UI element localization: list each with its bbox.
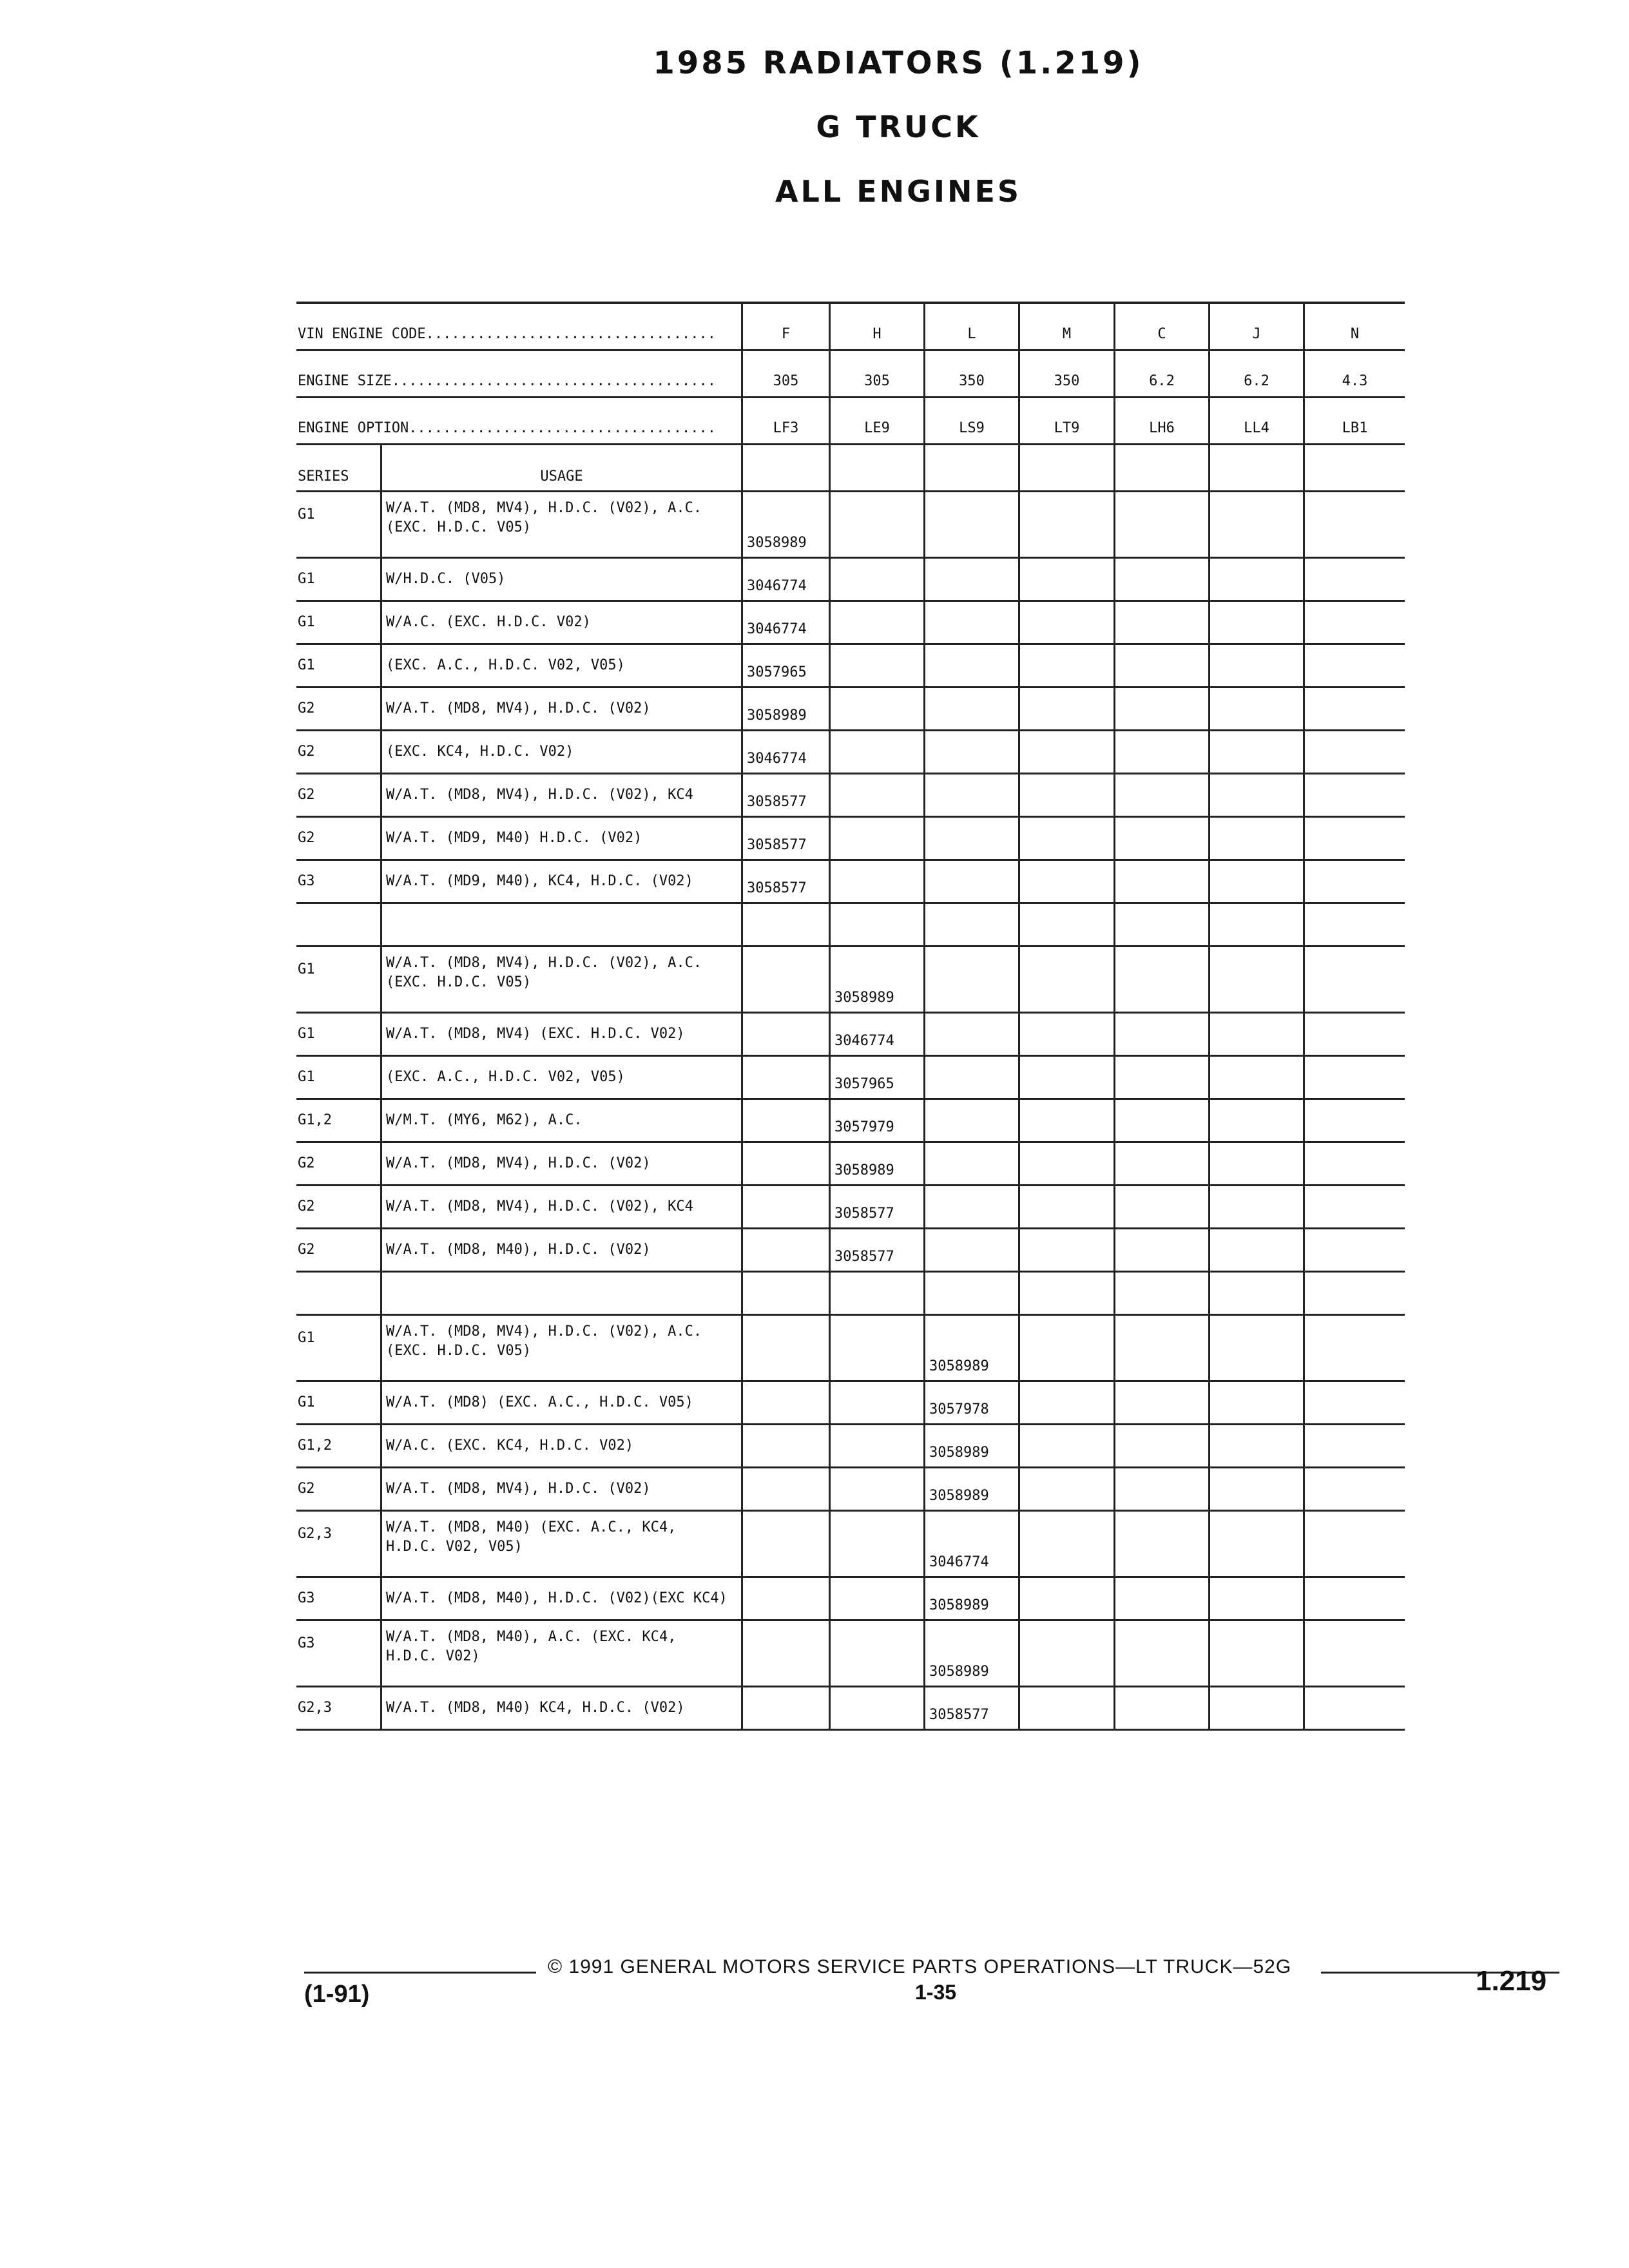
table-row [296, 1186, 1405, 1229]
part-number-cell [829, 774, 923, 816]
header-cell: LS9 [923, 398, 1018, 443]
part-number-cell [1303, 1578, 1405, 1619]
table-row [296, 645, 1405, 688]
part-number-cell [1018, 1512, 1113, 1576]
part-number-cell: 3058577 [741, 861, 829, 902]
usage-cell: W/M.T. (MY6, M62), A.C. [380, 1100, 741, 1141]
part-number-cell [741, 1186, 829, 1227]
header-cell: LL4 [1208, 398, 1303, 443]
part-number-cell: 3058989 [829, 1143, 923, 1184]
usage-cell: (EXC. A.C., H.D.C. V02, V05) [380, 1057, 741, 1098]
part-number-cell [1018, 1425, 1113, 1466]
table-row [296, 492, 1405, 559]
part-number-cell: 3046774 [741, 602, 829, 643]
part-number-cell [1303, 688, 1405, 729]
part-number-cell: 3057979 [829, 1100, 923, 1141]
part-number-cell [1208, 1143, 1303, 1184]
part-number-cell [1303, 645, 1405, 686]
part-number-cell: 3058989 [923, 1425, 1018, 1466]
part-number-cell: 3046774 [741, 731, 829, 773]
series-cell: G1 [298, 1026, 315, 1042]
part-number-cell [1113, 947, 1208, 1012]
part-number-cell [1113, 1273, 1208, 1314]
header-cell: 350 [923, 351, 1018, 396]
series-cell: G1 [298, 506, 315, 523]
part-number-cell [1303, 492, 1405, 557]
part-number-cell [741, 1014, 829, 1055]
part-number-cell [1303, 1057, 1405, 1098]
series-cell: G2 [298, 1198, 315, 1215]
table-row [296, 1014, 1405, 1057]
part-number-cell [1208, 1687, 1303, 1729]
usage-cell: W/A.T. (MD8, M40), H.D.C. (V02) [380, 1229, 741, 1271]
table-row-spacer [296, 1273, 1405, 1316]
part-number-cell [1208, 1468, 1303, 1510]
part-number-cell [1018, 947, 1113, 1012]
header-cell: N [1303, 304, 1405, 349]
part-number-cell [1018, 492, 1113, 557]
table-row [296, 1057, 1405, 1100]
part-number-cell [923, 492, 1018, 557]
part-number-cell: 3058989 [741, 492, 829, 557]
part-number-cell [1208, 947, 1303, 1012]
part-number-cell [923, 1273, 1018, 1314]
usage-cell: W/A.C. (EXC. H.D.C. V02) [380, 602, 741, 643]
part-number-cell [1018, 688, 1113, 729]
part-number-cell [923, 602, 1018, 643]
part-number-cell [1303, 1143, 1405, 1184]
part-number-cell [1303, 1273, 1405, 1314]
part-number-cell [1113, 1229, 1208, 1271]
part-number-cell [1208, 818, 1303, 859]
footer-date: (1-91) [304, 1981, 370, 2008]
part-number-cell [1208, 731, 1303, 773]
part-number-cell [1303, 1425, 1405, 1466]
part-number-cell [1303, 602, 1405, 643]
part-number-cell [1208, 492, 1303, 557]
part-number-cell [1208, 1273, 1303, 1314]
part-number-cell [923, 904, 1018, 945]
part-number-cell [1113, 818, 1208, 859]
part-number-cell [923, 1143, 1018, 1184]
part-number-cell: 3058989 [923, 1621, 1018, 1686]
part-number-cell: 3058989 [741, 688, 829, 729]
usage-cell: W/A.T. (MD9, M40) H.D.C. (V02) [380, 818, 741, 859]
header-cell: 305 [741, 351, 829, 396]
part-number-cell [1208, 602, 1303, 643]
part-number-cell [1208, 1578, 1303, 1619]
part-number-cell: 3046774 [741, 559, 829, 600]
series-cell: G1 [298, 614, 315, 630]
part-number-cell [1208, 645, 1303, 686]
part-number-cell [741, 1273, 829, 1314]
table-row [296, 1143, 1405, 1186]
part-number-cell [1113, 1100, 1208, 1141]
header-cell: 4.3 [1303, 351, 1405, 396]
part-number-cell [1208, 861, 1303, 902]
series-cell: G1 [298, 657, 315, 673]
series-cell: G1 [298, 961, 315, 977]
usage-cell: W/A.T. (MD8, MV4), H.D.C. (V02) [380, 688, 741, 729]
series-cell: G2 [298, 830, 315, 846]
usage-cell: W/A.T. (MD8, MV4), H.D.C. (V02), A.C. (EXC. H.D.C. V05) [380, 492, 741, 557]
part-number-cell [1018, 1382, 1113, 1423]
part-number-cell [1113, 492, 1208, 557]
part-number-cell [1208, 774, 1303, 816]
table-row [296, 559, 1405, 602]
part-number-cell: 3058989 [923, 1316, 1018, 1380]
header-cell: 305 [829, 351, 923, 396]
part-number-cell [1303, 1687, 1405, 1729]
usage-cell: W/A.T. (MD8, M40) KC4, H.D.C. (V02) [380, 1687, 741, 1729]
part-number-cell: 3057965 [829, 1057, 923, 1098]
part-number-cell [1018, 1468, 1113, 1510]
part-number-cell: 3058577 [741, 818, 829, 859]
usage-cell: W/A.T. (MD8, MV4), H.D.C. (V02) [380, 1468, 741, 1510]
usage-cell: W/A.T. (MD8, M40), H.D.C. (V02)(EXC KC4) [380, 1578, 741, 1619]
part-number-cell [1303, 559, 1405, 600]
footer-copyright: © 1991 GENERAL MOTORS SERVICE PARTS OPERATIONS—LT TRUCK—52G [548, 1956, 1292, 1977]
part-number-cell [1018, 1316, 1113, 1380]
header-cell: M [1018, 304, 1113, 349]
part-number-cell [923, 645, 1018, 686]
part-number-cell [1303, 947, 1405, 1012]
part-number-cell [1018, 731, 1113, 773]
usage-header: USAGE [380, 445, 741, 490]
part-number-cell [1113, 1382, 1208, 1423]
part-number-cell [1018, 774, 1113, 816]
part-number-cell: 3058577 [829, 1229, 923, 1271]
part-number-cell [1208, 904, 1303, 945]
part-number-cell [1303, 774, 1405, 816]
part-number-cell: 3057965 [741, 645, 829, 686]
part-number-cell [741, 904, 829, 945]
header-cell: C [1113, 304, 1208, 349]
part-number-cell [923, 1229, 1018, 1271]
table-row [296, 1382, 1405, 1425]
header-cell: H [829, 304, 923, 349]
usage-cell: W/A.T. (MD9, M40), KC4, H.D.C. (V02) [380, 861, 741, 902]
series-cell: G2,3 [298, 1526, 332, 1542]
part-number-cell [1208, 1186, 1303, 1227]
part-number-cell [741, 1468, 829, 1510]
header-label: ENGINE OPTION.................................... [298, 420, 717, 436]
page-title: 1985 RADIATORS (1.219) [653, 45, 1144, 81]
series-cell: G2 [298, 700, 315, 716]
footer-section-number: 1.219 [1476, 1965, 1547, 1997]
part-number-cell: 3057978 [923, 1382, 1018, 1423]
part-number-cell [1208, 1316, 1303, 1380]
part-number-cell [1113, 602, 1208, 643]
series-cell: G1,2 [298, 1112, 332, 1128]
series-cell: G2 [298, 787, 315, 803]
part-number-cell [923, 1057, 1018, 1098]
part-number-cell [923, 1014, 1018, 1055]
table-row [296, 947, 1405, 1014]
part-number-cell [829, 731, 923, 773]
table-row-spacer [296, 904, 1405, 947]
part-number-cell [1303, 1014, 1405, 1055]
part-number-cell [1113, 1316, 1208, 1380]
part-number-cell [1113, 1687, 1208, 1729]
part-number-cell [829, 645, 923, 686]
part-number-cell [1113, 1014, 1208, 1055]
part-number-cell [1018, 559, 1113, 600]
part-number-cell [1018, 1687, 1113, 1729]
part-number-cell [1303, 1621, 1405, 1686]
part-number-cell [1303, 1468, 1405, 1510]
header-cell: LB1 [1303, 398, 1405, 443]
part-number-cell [1018, 602, 1113, 643]
part-number-cell [1208, 1512, 1303, 1576]
part-number-cell [923, 1100, 1018, 1141]
table-row [296, 1687, 1405, 1731]
part-number-cell [1208, 1382, 1303, 1423]
part-number-cell [829, 1316, 923, 1380]
table-row [296, 1468, 1405, 1512]
table-row [296, 861, 1405, 904]
part-number-cell [829, 1687, 923, 1729]
part-number-cell [1113, 1578, 1208, 1619]
part-number-cell [1113, 1425, 1208, 1466]
part-number-cell [829, 1512, 923, 1576]
footer-rule-left [304, 1972, 536, 1974]
part-number-cell [1208, 688, 1303, 729]
part-number-cell [923, 774, 1018, 816]
footer-page-number: 1-35 [915, 1981, 957, 2004]
part-number-cell [1018, 645, 1113, 686]
usage-cell: (EXC. KC4, H.D.C. V02) [380, 731, 741, 773]
part-number-cell: 3058577 [923, 1687, 1018, 1729]
table-row [296, 688, 1405, 731]
part-number-cell [1018, 1100, 1113, 1141]
part-number-cell: 3058989 [923, 1468, 1018, 1510]
part-number-cell: 3058989 [923, 1578, 1018, 1619]
part-number-cell [1113, 1186, 1208, 1227]
part-number-cell [1208, 559, 1303, 600]
part-number-cell [829, 559, 923, 600]
usage-cell: W/A.T. (MD8, MV4), H.D.C. (V02) [380, 1143, 741, 1184]
part-number-cell [829, 818, 923, 859]
part-number-cell [1018, 1578, 1113, 1619]
part-number-cell [923, 1186, 1018, 1227]
series-cell [296, 1273, 380, 1314]
table-row [296, 1100, 1405, 1143]
part-number-cell [1303, 904, 1405, 945]
part-number-cell [741, 1425, 829, 1466]
part-number-cell [829, 492, 923, 557]
part-number-cell [741, 1229, 829, 1271]
part-number-cell [1018, 861, 1113, 902]
series-cell: G1,2 [298, 1437, 332, 1454]
part-number-cell [1018, 1186, 1113, 1227]
part-number-cell [1208, 1425, 1303, 1466]
series-cell: G1 [298, 1394, 315, 1410]
part-number-cell [1303, 1229, 1405, 1271]
part-number-cell [1113, 1468, 1208, 1510]
series-cell: G3 [298, 1590, 315, 1606]
usage-cell: W/A.T. (MD8, MV4), H.D.C. (V02), A.C. (EXC. H.D.C. V05) [380, 1316, 741, 1380]
part-number-cell [1208, 1229, 1303, 1271]
series-cell: G1 [298, 571, 315, 587]
usage-cell: W/A.T. (MD8, MV4), H.D.C. (V02), KC4 [380, 774, 741, 816]
part-number-cell: 3058577 [829, 1186, 923, 1227]
usage-cell: W/A.T. (MD8, MV4), H.D.C. (V02), KC4 [380, 1186, 741, 1227]
header-row-vin [296, 302, 1405, 351]
part-number-cell: 3046774 [829, 1014, 923, 1055]
part-number-cell [1113, 1143, 1208, 1184]
radiator-table [296, 302, 1405, 1731]
part-number-cell [1113, 1512, 1208, 1576]
part-number-cell [1018, 1057, 1113, 1098]
part-number-cell [741, 947, 829, 1012]
part-number-cell [1303, 1512, 1405, 1576]
part-number-cell [1018, 1014, 1113, 1055]
header-cell: 6.2 [1208, 351, 1303, 396]
series-cell: G2 [298, 1242, 315, 1258]
part-number-cell [1113, 688, 1208, 729]
part-number-cell [741, 1382, 829, 1423]
header-cell: 350 [1018, 351, 1113, 396]
series-cell: G1 [298, 1069, 315, 1085]
part-number-cell [1208, 1100, 1303, 1141]
table-row [296, 1621, 1405, 1687]
header-label: ENGINE SIZE...................................... [298, 373, 717, 389]
part-number-cell [1113, 731, 1208, 773]
part-number-cell [1018, 1143, 1113, 1184]
usage-cell: W/A.T. (MD8, M40), A.C. (EXC. KC4, H.D.C. V02) [380, 1621, 741, 1686]
part-number-cell [829, 1382, 923, 1423]
usage-cell [380, 1273, 741, 1314]
series-cell: G2 [298, 1481, 315, 1497]
usage-cell: (EXC. A.C., H.D.C. V02, V05) [380, 645, 741, 686]
part-number-cell [829, 1578, 923, 1619]
series-cell: G2,3 [298, 1700, 332, 1716]
part-number-cell [1113, 1621, 1208, 1686]
series-header: SERIES [298, 468, 349, 485]
part-number-cell [829, 904, 923, 945]
usage-cell: W/A.T. (MD8) (EXC. A.C., H.D.C. V05) [380, 1382, 741, 1423]
table-row [296, 602, 1405, 645]
table-row [296, 1578, 1405, 1621]
table-row [296, 818, 1405, 861]
series-cell: G2 [298, 744, 315, 760]
header-cell: J [1208, 304, 1303, 349]
part-number-cell [1113, 559, 1208, 600]
series-cell: G3 [298, 873, 315, 889]
part-number-cell [1303, 1100, 1405, 1141]
part-number-cell: 3058989 [829, 947, 923, 1012]
part-number-cell [1113, 1057, 1208, 1098]
part-number-cell [829, 1621, 923, 1686]
header-cell: LT9 [1018, 398, 1113, 443]
part-number-cell [1113, 861, 1208, 902]
part-number-cell [923, 947, 1018, 1012]
part-number-cell [1303, 861, 1405, 902]
part-number-cell [829, 602, 923, 643]
usage-cell: W/A.T. (MD8, MV4), H.D.C. (V02), A.C. (EXC. H.D.C. V05) [380, 947, 741, 1012]
part-number-cell [1018, 1273, 1113, 1314]
part-number-cell [741, 1687, 829, 1729]
part-number-cell [1303, 818, 1405, 859]
page-subtitle-vehicle: G TRUCK [816, 110, 981, 144]
part-number-cell [829, 1273, 923, 1314]
header-row-option [296, 398, 1405, 445]
header-cell: F [741, 304, 829, 349]
part-number-cell [741, 1316, 829, 1380]
part-number-cell [923, 559, 1018, 600]
part-number-cell [923, 818, 1018, 859]
series-cell: G1 [298, 1330, 315, 1346]
part-number-cell [741, 1057, 829, 1098]
series-usage-header [296, 445, 1405, 492]
header-cell: LH6 [1113, 398, 1208, 443]
part-number-cell [829, 861, 923, 902]
part-number-cell [923, 688, 1018, 729]
part-number-cell [1113, 645, 1208, 686]
header-cell: LE9 [829, 398, 923, 443]
part-number-cell [923, 731, 1018, 773]
series-cell: G2 [298, 1155, 315, 1171]
part-number-cell [1018, 904, 1113, 945]
header-label: VIN ENGINE CODE.................................. [298, 326, 717, 342]
table-row [296, 731, 1405, 774]
part-number-cell [923, 861, 1018, 902]
part-number-cell [1303, 1186, 1405, 1227]
usage-cell: W/A.T. (MD8, M40) (EXC. A.C., KC4, H.D.C. V02, V05) [380, 1512, 741, 1576]
part-number-cell [1018, 1229, 1113, 1271]
part-number-cell [1208, 1014, 1303, 1055]
part-number-cell [1208, 1057, 1303, 1098]
table-row [296, 1229, 1405, 1273]
table-row [296, 774, 1405, 818]
part-number-cell [1113, 774, 1208, 816]
part-number-cell [829, 688, 923, 729]
header-row-size [296, 351, 1405, 398]
part-number-cell [1303, 731, 1405, 773]
usage-cell: W/H.D.C. (V05) [380, 559, 741, 600]
series-cell: G3 [298, 1635, 315, 1651]
header-cell: LF3 [741, 398, 829, 443]
part-number-cell [741, 1512, 829, 1576]
usage-cell: W/A.C. (EXC. KC4, H.D.C. V02) [380, 1425, 741, 1466]
header-cell: 6.2 [1113, 351, 1208, 396]
series-cell [296, 904, 380, 945]
part-number-cell [829, 1425, 923, 1466]
table-row [296, 1316, 1405, 1382]
part-number-cell [1303, 1382, 1405, 1423]
part-number-cell [829, 1468, 923, 1510]
part-number-cell [1018, 1621, 1113, 1686]
part-number-cell [1113, 904, 1208, 945]
part-number-cell [741, 1143, 829, 1184]
part-number-cell [1018, 818, 1113, 859]
usage-cell [380, 904, 741, 945]
header-cell: L [923, 304, 1018, 349]
usage-cell: W/A.T. (MD8, MV4) (EXC. H.D.C. V02) [380, 1014, 741, 1055]
part-number-cell [1303, 1316, 1405, 1380]
part-number-cell [741, 1621, 829, 1686]
part-number-cell [1208, 1621, 1303, 1686]
part-number-cell: 3058577 [741, 774, 829, 816]
table-row [296, 1512, 1405, 1578]
table-row [296, 1425, 1405, 1468]
part-number-cell: 3046774 [923, 1512, 1018, 1576]
page-subtitle-engines: ALL ENGINES [775, 174, 1022, 209]
part-number-cell [741, 1100, 829, 1141]
part-number-cell [741, 1578, 829, 1619]
